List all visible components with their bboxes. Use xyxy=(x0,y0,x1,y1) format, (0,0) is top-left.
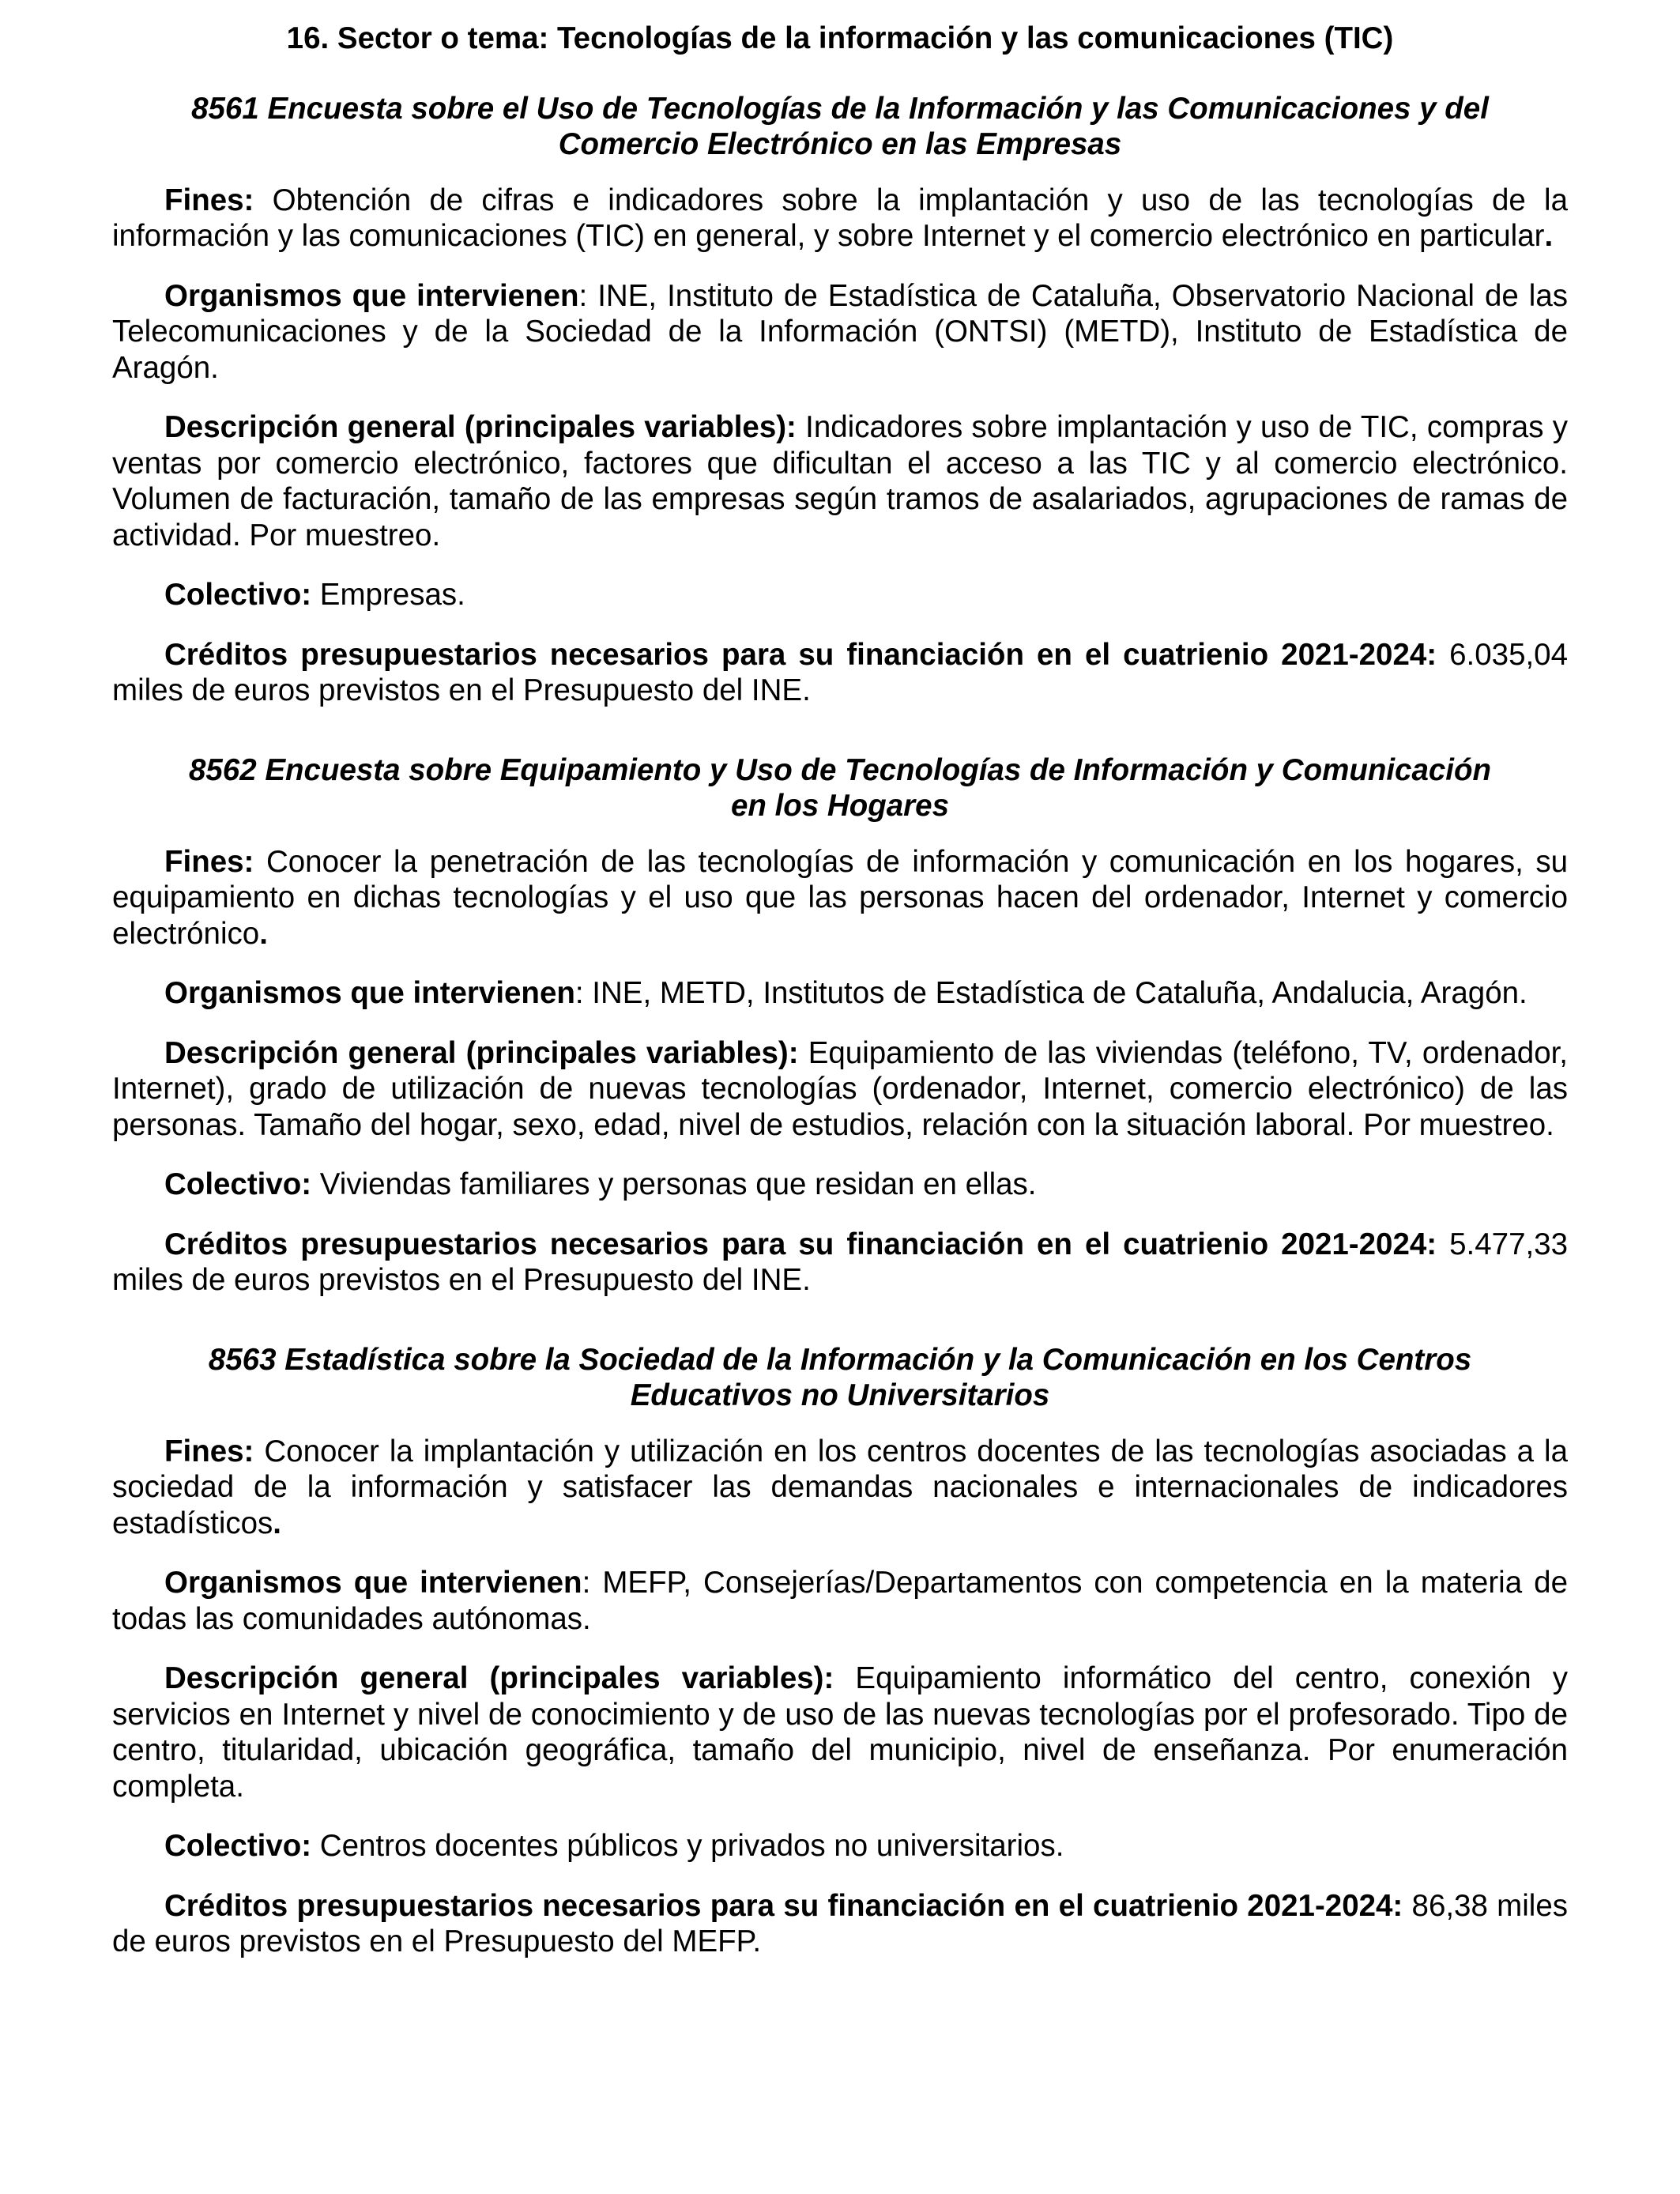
paragraph-text: Viviendas familiares y personas que residan en ellas. xyxy=(311,1167,1037,1201)
paragraph-text: Obtención de cifras e indicadores sobre la implantación y uso de las tecnologías de la información y las comunicaciones (TIC) en general, y sobre Internet y el comercio electrónico en particular xyxy=(112,183,1568,253)
paragraph-fines xyxy=(112,1434,1568,1542)
paragraph-text: 5.477,33 miles de euros previstos en el Presupuesto del INE. xyxy=(112,1227,1568,1297)
sections-container xyxy=(112,91,1568,1960)
paragraph-text: Centros docentes públicos y privados no universitarios. xyxy=(311,1829,1064,1863)
paragraph-creditos xyxy=(112,1888,1568,1960)
paragraph-organismos xyxy=(112,278,1568,386)
survey-title: 8563 Estadística sobre la Sociedad de la Información y la Comunicación en los Centros Educativos no Universitarios xyxy=(208,1342,1472,1412)
paragraph-text: Equipamiento de las viviendas (teléfono, TV, ordenador, Internet), grado de utilización de nuevas tecnologías (ordenador, Internet, comercio electrónico) de las personas. Tamaño del hogar, sexo, edad, nivel de estudios, relación con la situación laboral. Por muestreo. xyxy=(112,1035,1568,1142)
paragraph-label: Organismos que intervienen xyxy=(164,1566,582,1600)
paragraph-end-mark: . xyxy=(259,916,268,951)
paragraph-end-mark: . xyxy=(273,1506,281,1540)
paragraph-label: Descripción general (principales variables): xyxy=(164,410,797,444)
paragraph-fines xyxy=(112,183,1568,254)
paragraph-creditos xyxy=(112,637,1568,709)
paragraph-colectivo xyxy=(112,1167,1568,1203)
paragraph-descripcion xyxy=(112,1661,1568,1804)
paragraph-text: Conocer la implantación y utilización en los centros docentes de las tecnologías asociadas a la sociedad de la información y satisfacer las demandas nacionales e internacionales de indicadores estadísticos xyxy=(112,1434,1568,1540)
paragraph-organismos xyxy=(112,1565,1568,1637)
paragraph-label: Créditos presupuestarios necesarios para su financiación en el cuatrienio 2021-2024: xyxy=(164,637,1437,672)
paragraph-label: Créditos presupuestarios necesarios para su financiación en el cuatrienio 2021-2024: xyxy=(164,1888,1403,1923)
paragraph-colectivo xyxy=(112,1828,1568,1864)
paragraph-label: Colectivo: xyxy=(164,1167,312,1201)
paragraph-text: : INE, METD, Institutos de Estadística de Cataluña, Andalucia, Aragón. xyxy=(574,976,1527,1010)
paragraph-text: Empresas. xyxy=(311,578,465,612)
survey-title: 8562 Encuesta sobre Equipamiento y Uso de Tecnologías de Información y Comunicación en los Hogares xyxy=(188,752,1492,823)
survey-section xyxy=(112,91,1568,709)
paragraph-fines xyxy=(112,844,1568,952)
paragraph-label: Organismos que intervienen xyxy=(164,278,579,313)
paragraph-creditos xyxy=(112,1227,1568,1299)
paragraph-colectivo xyxy=(112,577,1568,613)
survey-section xyxy=(112,1342,1568,1960)
paragraph-organismos xyxy=(112,975,1568,1012)
paragraph-text: : INE, Instituto de Estadística de Cataluña, Observatorio Nacional de las Telecomunicaciones y de la Sociedad de la Información (ONTSI) (METD), Instituto de Estadística de Aragón. xyxy=(112,278,1568,385)
paragraph-text: 86,38 miles de euros previstos en el Presupuesto del MEFP. xyxy=(112,1888,1568,1958)
paragraph-text: 6.035,04 miles de euros previstos en el Presupuesto del INE. xyxy=(112,637,1568,707)
paragraph-label: Descripción general (principales variables): xyxy=(164,1661,834,1695)
paragraph-label: Colectivo: xyxy=(164,578,312,612)
paragraph-label: Fines: xyxy=(164,1434,254,1468)
survey-title: 8561 Encuesta sobre el Uso de Tecnologías de la Información y las Comunicaciones y del Comercio Electrónico en las Empresas xyxy=(191,91,1489,161)
paragraph-text: Conocer la penetración de las tecnologías de información y comunicación en los hogares, su equipamiento en dichas tecnologías y el uso que las personas hacen del ordenador, Internet y comercio electrónico xyxy=(112,844,1568,951)
paragraph-label: Descripción general (principales variables): xyxy=(164,1035,799,1070)
survey-section xyxy=(112,752,1568,1299)
paragraph-label: Colectivo: xyxy=(164,1829,312,1863)
paragraph-text: Indicadores sobre implantación y uso de TIC, compras y ventas por comercio electrónico, factores que dificultan el acceso a las TIC y al comercio electrónico. Volumen de facturación, tamaño de las empresas según tramos de asalariados, agrupaciones de ramas de actividad. Por muestreo. xyxy=(112,410,1568,552)
document-page xyxy=(112,21,1568,1960)
sector-title: 16. Sector o tema: Tecnologías de la información y las comunicaciones (TIC) xyxy=(286,21,1394,55)
paragraph-end-mark: . xyxy=(1544,219,1554,253)
paragraph-text: Equipamiento informático del centro, conexión y servicios en Internet y nivel de conocimiento y de uso de las nuevas tecnologías por el profesorado. Tipo de centro, titularidad, ubicación geográfica, tamaño del municipio, nivel de enseñanza. Por enumeración completa. xyxy=(112,1661,1568,1804)
paragraph-descripcion xyxy=(112,409,1568,553)
paragraph-label: Fines: xyxy=(164,183,254,217)
paragraph-label: Créditos presupuestarios necesarios para su financiación en el cuatrienio 2021-2024: xyxy=(164,1227,1437,1261)
paragraph-label: Organismos que intervienen xyxy=(164,976,575,1010)
paragraph-descripcion xyxy=(112,1035,1568,1144)
paragraph-label: Fines: xyxy=(164,844,254,879)
paragraph-text: : MEFP, Consejerías/Departamentos con competencia en la materia de todas las comunidades autónomas. xyxy=(112,1566,1568,1636)
